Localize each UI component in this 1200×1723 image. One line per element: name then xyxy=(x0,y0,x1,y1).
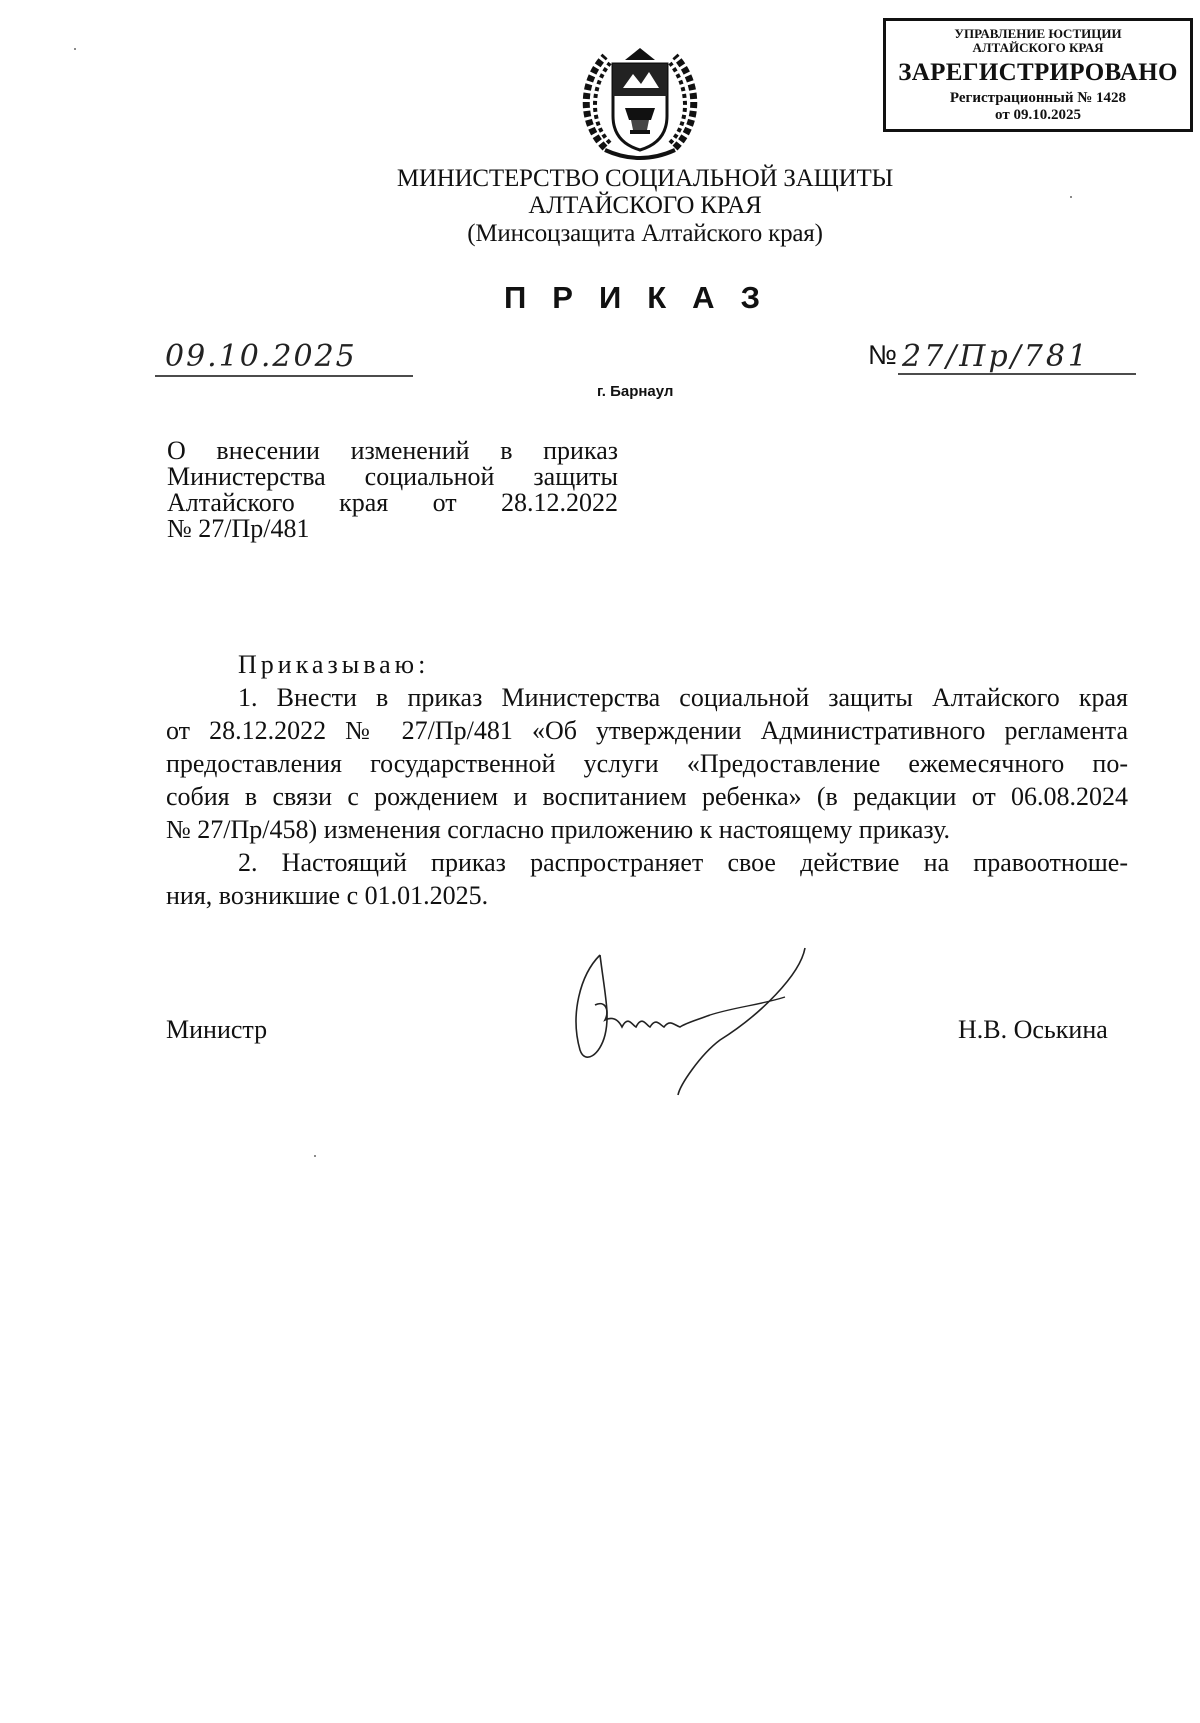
paragraph-1-line: предоставления государственной услуги «Предоставление ежемесячного по- xyxy=(166,749,1128,778)
stamp-status: ЗАРЕГИСТРИРОВАНО xyxy=(898,59,1178,86)
scan-speck xyxy=(1070,196,1072,198)
org-short-name: (Минсоцзащита Алтайского края) xyxy=(467,220,823,247)
document-subject xyxy=(167,438,618,542)
order-intro: Приказываю: xyxy=(238,650,430,679)
signer-name: Н.В. Оськина xyxy=(958,1015,1108,1044)
coat-of-arms-icon xyxy=(575,38,705,168)
handwritten-signature xyxy=(560,945,860,1105)
document-type-title: ПРИКАЗ xyxy=(504,280,786,315)
scan-speck xyxy=(314,1155,316,1157)
signer-position: Министр xyxy=(166,1015,268,1044)
handwritten-number xyxy=(898,330,1138,380)
registration-stamp xyxy=(883,18,1193,132)
number-sign: № xyxy=(868,340,897,370)
svg-text:27/Пр/781: 27/Пр/781 xyxy=(902,339,1091,374)
subject-line: О внесении изменений в приказ xyxy=(167,436,618,465)
paragraph-1-line: от 28.12.2022 № 27/Пр/481 «Об утверждении Административного регламента xyxy=(166,716,1128,745)
paragraph-2-line: ния, возникшие с 01.01.2025. xyxy=(166,881,489,910)
city-label: г. Барнаул xyxy=(597,383,674,400)
org-name-line2: АЛТАЙСКОГО КРАЯ xyxy=(528,192,762,219)
stamp-reg-number: Регистрационный № 1428 xyxy=(949,90,1127,106)
svg-text:09.10.2025: 09.10.2025 xyxy=(165,339,357,374)
subject-line: Министерства социальной защиты xyxy=(167,462,618,491)
paragraph-1-line: собия в связи с рождением и воспитанием ребенка» (в редакции от 06.08.2024 xyxy=(166,782,1128,811)
handwritten-date xyxy=(155,330,415,380)
stamp-authority-line1: УПРАВЛЕНИЕ ЮСТИЦИИ xyxy=(954,26,1122,41)
document-body xyxy=(166,648,1128,912)
paragraph-2-line: 2. Настоящий приказ распространяет свое действие на правоотноше- xyxy=(238,848,1128,877)
subject-line: Алтайского края от 28.12.2022 xyxy=(167,488,618,517)
paragraph-1-line: № 27/Пр/458) изменения согласно приложению к настоящему приказу. xyxy=(166,815,951,844)
stamp-authority-line2: АЛТАЙСКОГО КРАЯ xyxy=(972,40,1104,55)
paragraph-1-line: 1. Внести в приказ Министерства социальной защиты Алтайского края xyxy=(238,683,1128,712)
stamp-reg-date: от 09.10.2025 xyxy=(995,107,1081,123)
subject-line: № 27/Пр/481 xyxy=(167,514,310,543)
org-name-line1: МИНИСТЕРСТВО СОЦИАЛЬНОЙ ЗАЩИТЫ xyxy=(396,165,894,192)
scan-speck xyxy=(74,48,76,50)
